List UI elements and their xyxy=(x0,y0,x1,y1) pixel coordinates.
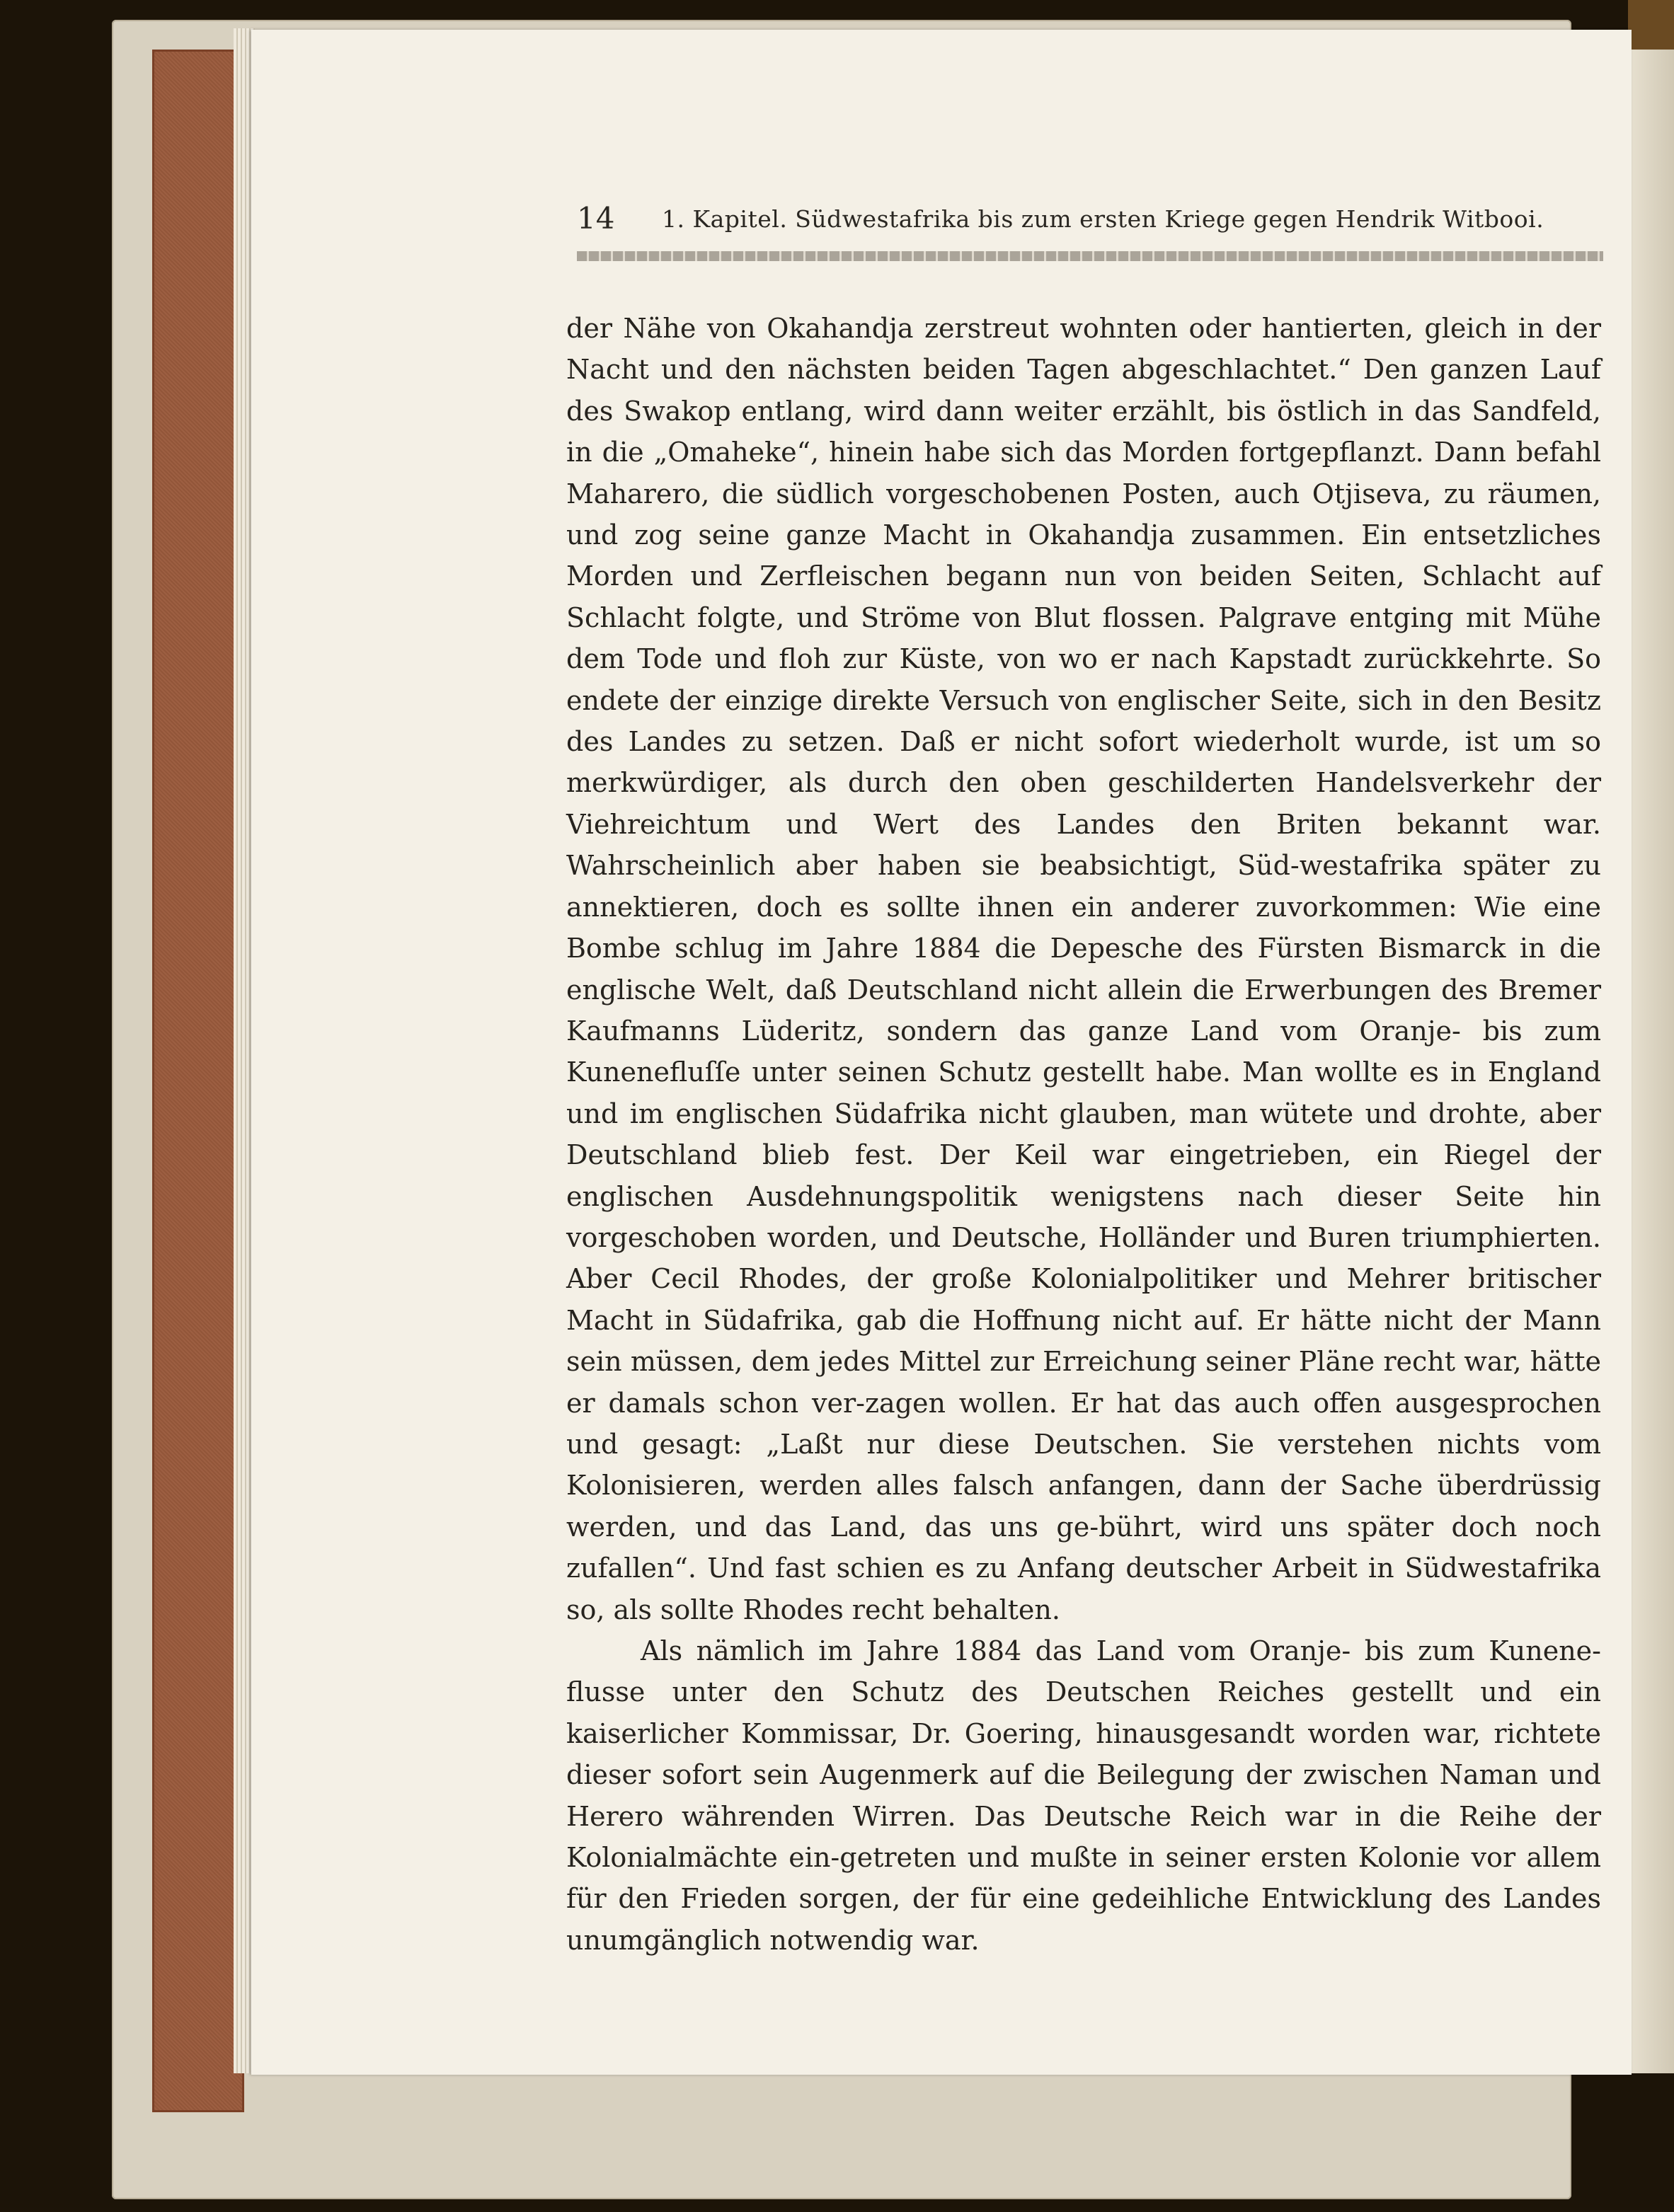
page-number: 14 xyxy=(577,201,615,236)
body-text xyxy=(566,308,1601,1961)
running-header xyxy=(577,201,1603,243)
paragraph: Als nämlich im Jahre 1884 das Land vom Oranje- bis zum Kunene-flusse unter den Schutz des Deutschen Reiches gestellt und ein kaiserlicher Kommissar, Dr. Goering, hinausgesandt worden war, richtete dieser sofort sein Augenmerk auf die Beilegung der zwischen Naman und Herero währenden Wirren. Das Deutsche Reich war in die Reihe der Kolonialmächte ein-getreten und mußte in seiner ersten Kolonie vor allem für den Frieden sorgen, der für eine gedeihliche Entwicklung des Landes unumgänglich notwendig war. xyxy=(566,1635,1601,1956)
running-title: 1. Kapitel. Südwestafrika bis zum ersten Kriege gegen Hendrik Witbooi. xyxy=(662,205,1544,233)
facing-page-edge xyxy=(1628,50,1674,2073)
paragraph: der Nähe von Okahandja zerstreut wohnten oder hantierten, gleich in der Nacht und den nächsten beiden Tagen abgeschlachtet.“ Den ganzen Lauf des Swakop entlang, wird dann weiter erzählt, bis östlich in das Sandfeld, in die „Omaheke“, hinein habe sich das Morden fortgepflanzt. Dann befahl Maharero, die südlich vorgeschobenen Posten, auch Otjiseva, zu räumen, und zog seine ganze Macht in Okahandja zusammen. Ein entsetzliches Morden und Zerfleischen begann nun von beiden Seiten, Schlacht auf Schlacht folgte, und Ströme von Blut flossen. Palgrave entging mit Mühe dem Tode und floh zur Küste, von wo er nach Kapstadt zurückkehrte. So endete der einzige direkte Versuch von englischer Seite, sich in den Besitz des Landes zu setzen. Daß er nicht sofort wiederholt wurde, ist um so merkwürdiger, als durch den oben geschilderten Handelsverkehr der Viehreichtum und Wert des Landes den Briten bekannt war. Wahrscheinlich aber haben sie beabsichtigt, Süd-westafrika später zu annektieren, doch es sollte ihnen ein anderer zuvorkommen: Wie eine Bombe schlug im Jahre 1884 die Depesche des Fürsten Bismarck in die englische Welt, daß Deutschland nicht allein die Erwerbungen des Bremer Kaufmanns Lüderitz, sondern das ganze Land vom Oranje- bis zum Kunenefluſſe unter seinen Schutz gestellt habe. Man wollte es in England und im englischen Südafrika nicht glauben, man wütete und drohte, aber Deutschland blieb fest. Der Keil war eingetrieben, ein Riegel der englischen Ausdehnungspolitik wenigstens nach dieser Seite hin vorgeschoben worden, und Deutsche, Holländer und Buren triumphierten. Aber Cecil Rhodes, der große Kolonialpolitiker und Mehrer britischer Macht in Südafrika, gab die Hoffnung nicht auf. Er hätte nicht der Mann sein müssen, dem jedes Mittel zur Erreichung seiner Pläne recht war, hätte er damals schon ver-zagen wollen. Er hat das auch offen ausgesprochen und gesagt: „Laßt nur diese Deutschen. Sie verstehen nichts vom Kolonisieren, werden alles falsch anfangen, dann der Sache überdrüssig werden, und das Land, das uns ge-bührt, wird uns später doch noch zufallen“. Und fast schien es zu Anfang deutscher Arbeit in Südwestafrika so, als sollte Rhodes recht behalten. xyxy=(566,313,1601,1625)
ornamental-rule xyxy=(577,251,1603,261)
cloth-cover-panel xyxy=(152,50,244,2112)
